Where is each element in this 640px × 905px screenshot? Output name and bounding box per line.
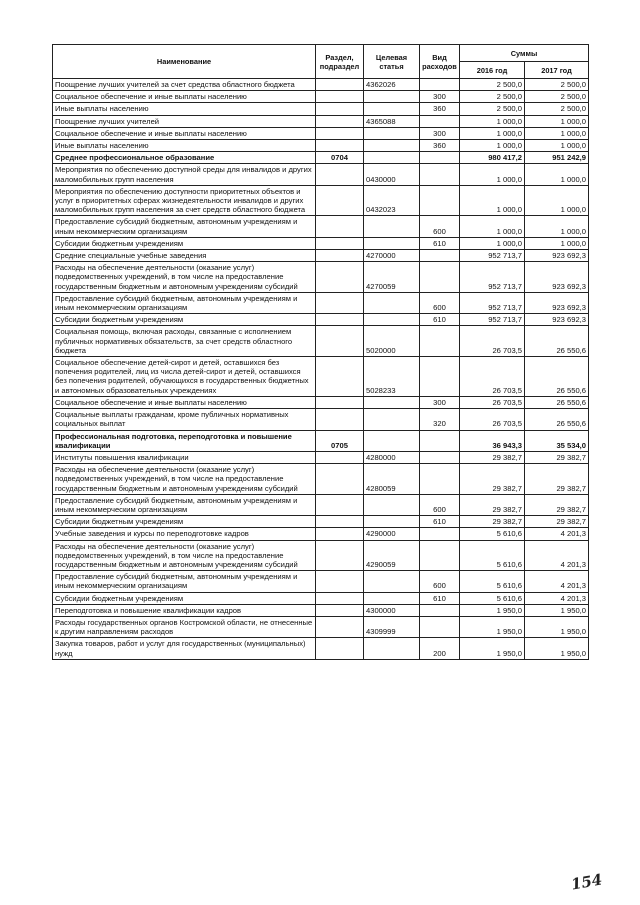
row-kind: 360	[420, 103, 460, 115]
row-name: Профессиональная подготовка, переподготовка и повышение квалификации	[53, 430, 316, 451]
row-name: Субсидии бюджетным учреждениям	[53, 592, 316, 604]
row-target	[364, 638, 420, 659]
row-name: Расходы на обеспечение деятельности (оказание услуг) подведомственных учреждений, в том числе на предоставление государственным бюджетным и автономным учреждениям субсидий	[53, 464, 316, 495]
row-name: Поощрение лучших учителей	[53, 115, 316, 127]
row-value-2016: 952 713,7	[460, 262, 525, 293]
row-value-2017: 923 692,3	[525, 292, 589, 313]
row-kind	[420, 430, 460, 451]
page-number: 154	[569, 870, 604, 894]
row-value-2016: 29 382,7	[460, 451, 525, 463]
row-section	[316, 464, 364, 495]
row-name: Поощрение лучших учителей за счет средства областного бюджета	[53, 79, 316, 91]
row-kind	[420, 79, 460, 91]
table-row	[53, 409, 589, 430]
header-kind: Вид расходов	[420, 45, 460, 79]
row-target: 4270000	[364, 250, 420, 262]
row-name: Закупка товаров, работ и услуг для государственных (муниципальных) нужд	[53, 638, 316, 659]
row-value-2016: 2 500,0	[460, 91, 525, 103]
row-value-2016: 29 382,7	[460, 516, 525, 528]
row-target	[364, 152, 420, 164]
row-section	[316, 571, 364, 592]
table-row	[53, 292, 589, 313]
row-value-2017: 1 950,0	[525, 604, 589, 616]
row-section: 0704	[316, 152, 364, 164]
row-name: Социальное обеспечение и иные выплаты населению	[53, 127, 316, 139]
table-row	[53, 262, 589, 293]
row-name: Среднее профессиональное образование	[53, 152, 316, 164]
row-value-2017: 2 500,0	[525, 79, 589, 91]
row-section	[316, 516, 364, 528]
row-kind: 300	[420, 396, 460, 408]
row-kind: 600	[420, 571, 460, 592]
row-section	[316, 638, 364, 659]
row-name: Предоставление субсидий бюджетным, автономным учреждениям и иным некоммерческим организациям	[53, 292, 316, 313]
row-kind	[420, 164, 460, 185]
row-kind	[420, 616, 460, 637]
row-target	[364, 516, 420, 528]
row-section	[316, 494, 364, 515]
row-value-2016: 980 417,2	[460, 152, 525, 164]
row-value-2017: 35 534,0	[525, 430, 589, 451]
row-target: 4280000	[364, 451, 420, 463]
row-value-2016: 1 000,0	[460, 237, 525, 249]
table-row	[53, 164, 589, 185]
row-target: 4362026	[364, 79, 420, 91]
row-target	[364, 237, 420, 249]
row-kind	[420, 357, 460, 397]
row-value-2017: 4 201,3	[525, 592, 589, 604]
row-kind: 320	[420, 409, 460, 430]
row-kind	[420, 464, 460, 495]
row-name: Учебные заведения и курсы по переподготовке кадров	[53, 528, 316, 540]
header-year-2016: 2016 год	[460, 62, 525, 79]
row-section	[316, 91, 364, 103]
row-value-2017: 26 550,6	[525, 396, 589, 408]
table-row	[53, 464, 589, 495]
row-name: Иные выплаты населению	[53, 140, 316, 152]
row-value-2017: 951 242,9	[525, 152, 589, 164]
row-section	[316, 250, 364, 262]
row-name: Переподготовка и повышение квалификации кадров	[53, 604, 316, 616]
row-target	[364, 396, 420, 408]
row-value-2016: 5 610,6	[460, 528, 525, 540]
row-section	[316, 540, 364, 571]
table-row	[53, 185, 589, 216]
header-section: Раздел, подраздел	[316, 45, 364, 79]
row-kind	[420, 185, 460, 216]
row-name: Расходы государственных органов Костромской области, не отнесенные к другим направлениям расходов	[53, 616, 316, 637]
row-section: 0705	[316, 430, 364, 451]
table-row	[53, 451, 589, 463]
row-kind: 360	[420, 140, 460, 152]
row-value-2017: 1 000,0	[525, 115, 589, 127]
budget-table	[52, 44, 589, 660]
table-row	[53, 616, 589, 637]
table-row	[53, 494, 589, 515]
row-section	[316, 115, 364, 127]
row-value-2017: 29 382,7	[525, 451, 589, 463]
row-value-2017: 923 692,3	[525, 250, 589, 262]
row-target: 4270059	[364, 262, 420, 293]
row-target	[364, 409, 420, 430]
row-value-2017: 4 201,3	[525, 540, 589, 571]
row-name: Социальное обеспечение и иные выплаты населению	[53, 396, 316, 408]
row-name: Средние специальные учебные заведения	[53, 250, 316, 262]
row-value-2017: 1 950,0	[525, 638, 589, 659]
row-value-2016: 1 000,0	[460, 164, 525, 185]
row-name: Предоставление субсидий бюджетным, автономным учреждениям и иным некоммерческим организациям	[53, 571, 316, 592]
table-row	[53, 357, 589, 397]
row-value-2016: 1 950,0	[460, 638, 525, 659]
row-kind	[420, 262, 460, 293]
row-target: 0432023	[364, 185, 420, 216]
row-name: Субсидии бюджетным учреждениям	[53, 516, 316, 528]
row-section	[316, 326, 364, 357]
row-section	[316, 616, 364, 637]
row-kind	[420, 326, 460, 357]
row-target: 4309999	[364, 616, 420, 637]
row-kind: 300	[420, 91, 460, 103]
row-section	[316, 528, 364, 540]
row-value-2017: 29 382,7	[525, 464, 589, 495]
row-section	[316, 103, 364, 115]
row-value-2017: 26 550,6	[525, 326, 589, 357]
table-row	[53, 152, 589, 164]
row-name: Институты повышения квалификации	[53, 451, 316, 463]
row-section	[316, 262, 364, 293]
table-row	[53, 115, 589, 127]
row-target	[364, 592, 420, 604]
row-section	[316, 292, 364, 313]
table-row	[53, 430, 589, 451]
row-value-2016: 36 943,3	[460, 430, 525, 451]
row-target	[364, 314, 420, 326]
row-value-2016: 1 000,0	[460, 115, 525, 127]
row-value-2016: 26 703,5	[460, 357, 525, 397]
row-value-2017: 29 382,7	[525, 494, 589, 515]
table-row	[53, 326, 589, 357]
row-target: 4365088	[364, 115, 420, 127]
table-row	[53, 250, 589, 262]
table-header	[53, 45, 589, 79]
row-value-2017: 4 201,3	[525, 528, 589, 540]
row-section	[316, 592, 364, 604]
row-value-2016: 29 382,7	[460, 464, 525, 495]
row-value-2016: 29 382,7	[460, 494, 525, 515]
row-value-2016: 1 000,0	[460, 185, 525, 216]
row-value-2017: 2 500,0	[525, 91, 589, 103]
table-row	[53, 103, 589, 115]
table-row	[53, 127, 589, 139]
row-value-2017: 1 000,0	[525, 164, 589, 185]
table-row	[53, 237, 589, 249]
row-value-2017: 29 382,7	[525, 516, 589, 528]
table-body	[53, 79, 589, 660]
row-value-2017: 4 201,3	[525, 571, 589, 592]
row-target	[364, 91, 420, 103]
row-kind: 600	[420, 216, 460, 237]
row-kind	[420, 528, 460, 540]
row-value-2016: 1 950,0	[460, 616, 525, 637]
row-target	[364, 103, 420, 115]
row-value-2016: 1 000,0	[460, 216, 525, 237]
table-row	[53, 592, 589, 604]
row-target	[364, 140, 420, 152]
row-name: Социальные выплаты гражданам, кроме публичных нормативных социальных выплат	[53, 409, 316, 430]
row-value-2017: 1 950,0	[525, 616, 589, 637]
table-row	[53, 528, 589, 540]
header-year-2017: 2017 год	[525, 62, 589, 79]
row-value-2016: 2 500,0	[460, 103, 525, 115]
row-name: Расходы на обеспечение деятельности (оказание услуг) подведомственных учреждений, в том числе на предоставление государственным бюджетным и автономным учреждениям субсидий	[53, 540, 316, 571]
row-kind: 600	[420, 494, 460, 515]
row-kind: 610	[420, 592, 460, 604]
row-section	[316, 357, 364, 397]
row-value-2017: 923 692,3	[525, 314, 589, 326]
row-name: Предоставление субсидий бюджетным, автономным учреждениям и иным некоммерческим организациям	[53, 216, 316, 237]
row-name: Социальная помощь, включая расходы, связанные с исполнением публичных нормативных обязательств, за счет средств областного бюджета	[53, 326, 316, 357]
row-value-2016: 26 703,5	[460, 409, 525, 430]
row-kind: 600	[420, 292, 460, 313]
row-name: Мероприятия по обеспечению доступности приоритетных объектов и услуг в приоритетных сферах жизнедеятельности инвалидов и других маломобильных групп населения за счет средств областного бюджета	[53, 185, 316, 216]
row-value-2016: 5 610,6	[460, 592, 525, 604]
row-value-2016: 1 000,0	[460, 140, 525, 152]
table-row	[53, 540, 589, 571]
row-kind: 610	[420, 314, 460, 326]
row-section	[316, 604, 364, 616]
row-kind: 200	[420, 638, 460, 659]
row-value-2016: 952 713,7	[460, 314, 525, 326]
row-value-2016: 952 713,7	[460, 250, 525, 262]
row-kind: 610	[420, 516, 460, 528]
row-target: 4280059	[364, 464, 420, 495]
row-kind	[420, 115, 460, 127]
row-value-2016: 1 950,0	[460, 604, 525, 616]
row-target	[364, 494, 420, 515]
row-section	[316, 164, 364, 185]
row-value-2017: 26 550,6	[525, 357, 589, 397]
row-value-2016: 5 610,6	[460, 540, 525, 571]
row-value-2017: 26 550,6	[525, 409, 589, 430]
row-kind	[420, 604, 460, 616]
row-name: Иные выплаты населению	[53, 103, 316, 115]
row-name: Субсидии бюджетным учреждениям	[53, 314, 316, 326]
row-value-2016: 952 713,7	[460, 292, 525, 313]
row-section	[316, 79, 364, 91]
row-target: 4290059	[364, 540, 420, 571]
row-section	[316, 409, 364, 430]
header-target: Целевая статья	[364, 45, 420, 79]
row-section	[316, 451, 364, 463]
row-value-2016: 5 610,6	[460, 571, 525, 592]
row-value-2017: 2 500,0	[525, 103, 589, 115]
row-kind	[420, 250, 460, 262]
row-section	[316, 237, 364, 249]
table-row	[53, 314, 589, 326]
row-value-2016: 26 703,5	[460, 326, 525, 357]
row-target: 4290000	[364, 528, 420, 540]
header-name: Наименование	[53, 45, 316, 79]
row-name: Расходы на обеспечение деятельности (оказание услуг) подведомственных учреждений, в том числе на предоставление государственным бюджетным и автономным учреждениям субсидий	[53, 262, 316, 293]
row-target: 5028233	[364, 357, 420, 397]
row-value-2017: 1 000,0	[525, 216, 589, 237]
table-row	[53, 516, 589, 528]
table-row	[53, 638, 589, 659]
row-section	[316, 216, 364, 237]
row-value-2017: 923 692,3	[525, 262, 589, 293]
row-name: Предоставление субсидий бюджетным, автономным учреждениям и иным некоммерческим организациям	[53, 494, 316, 515]
row-target	[364, 216, 420, 237]
row-kind	[420, 540, 460, 571]
table-row	[53, 604, 589, 616]
row-target	[364, 571, 420, 592]
row-name: Субсидии бюджетным учреждениям	[53, 237, 316, 249]
row-value-2016: 26 703,5	[460, 396, 525, 408]
row-target	[364, 292, 420, 313]
row-target	[364, 430, 420, 451]
row-target: 4300000	[364, 604, 420, 616]
table-row	[53, 571, 589, 592]
row-section	[316, 314, 364, 326]
table-row	[53, 140, 589, 152]
table-row	[53, 91, 589, 103]
row-section	[316, 140, 364, 152]
row-name: Социальное обеспечение детей-сирот и детей, оставшихся без попечения родителей, лиц из числа детей-сирот и детей, оставшихся без попечения родителей, обучающихся в государственных бюджетных и автономных образовательных учреждениях	[53, 357, 316, 397]
row-value-2017: 1 000,0	[525, 127, 589, 139]
table-row	[53, 216, 589, 237]
row-section	[316, 185, 364, 216]
row-kind: 610	[420, 237, 460, 249]
row-kind	[420, 152, 460, 164]
row-name: Мероприятия по обеспечению доступной среды для инвалидов и других маломобильных групп населения	[53, 164, 316, 185]
table-row	[53, 396, 589, 408]
row-section	[316, 396, 364, 408]
row-target: 0430000	[364, 164, 420, 185]
row-value-2017: 1 000,0	[525, 140, 589, 152]
row-target: 5020000	[364, 326, 420, 357]
row-target	[364, 127, 420, 139]
row-kind	[420, 451, 460, 463]
row-name: Социальное обеспечение и иные выплаты населению	[53, 91, 316, 103]
row-kind: 300	[420, 127, 460, 139]
row-value-2016: 1 000,0	[460, 127, 525, 139]
header-sums: Суммы	[460, 45, 589, 62]
row-section	[316, 127, 364, 139]
table-row	[53, 79, 589, 91]
row-value-2017: 1 000,0	[525, 185, 589, 216]
row-value-2016: 2 500,0	[460, 79, 525, 91]
row-value-2017: 1 000,0	[525, 237, 589, 249]
